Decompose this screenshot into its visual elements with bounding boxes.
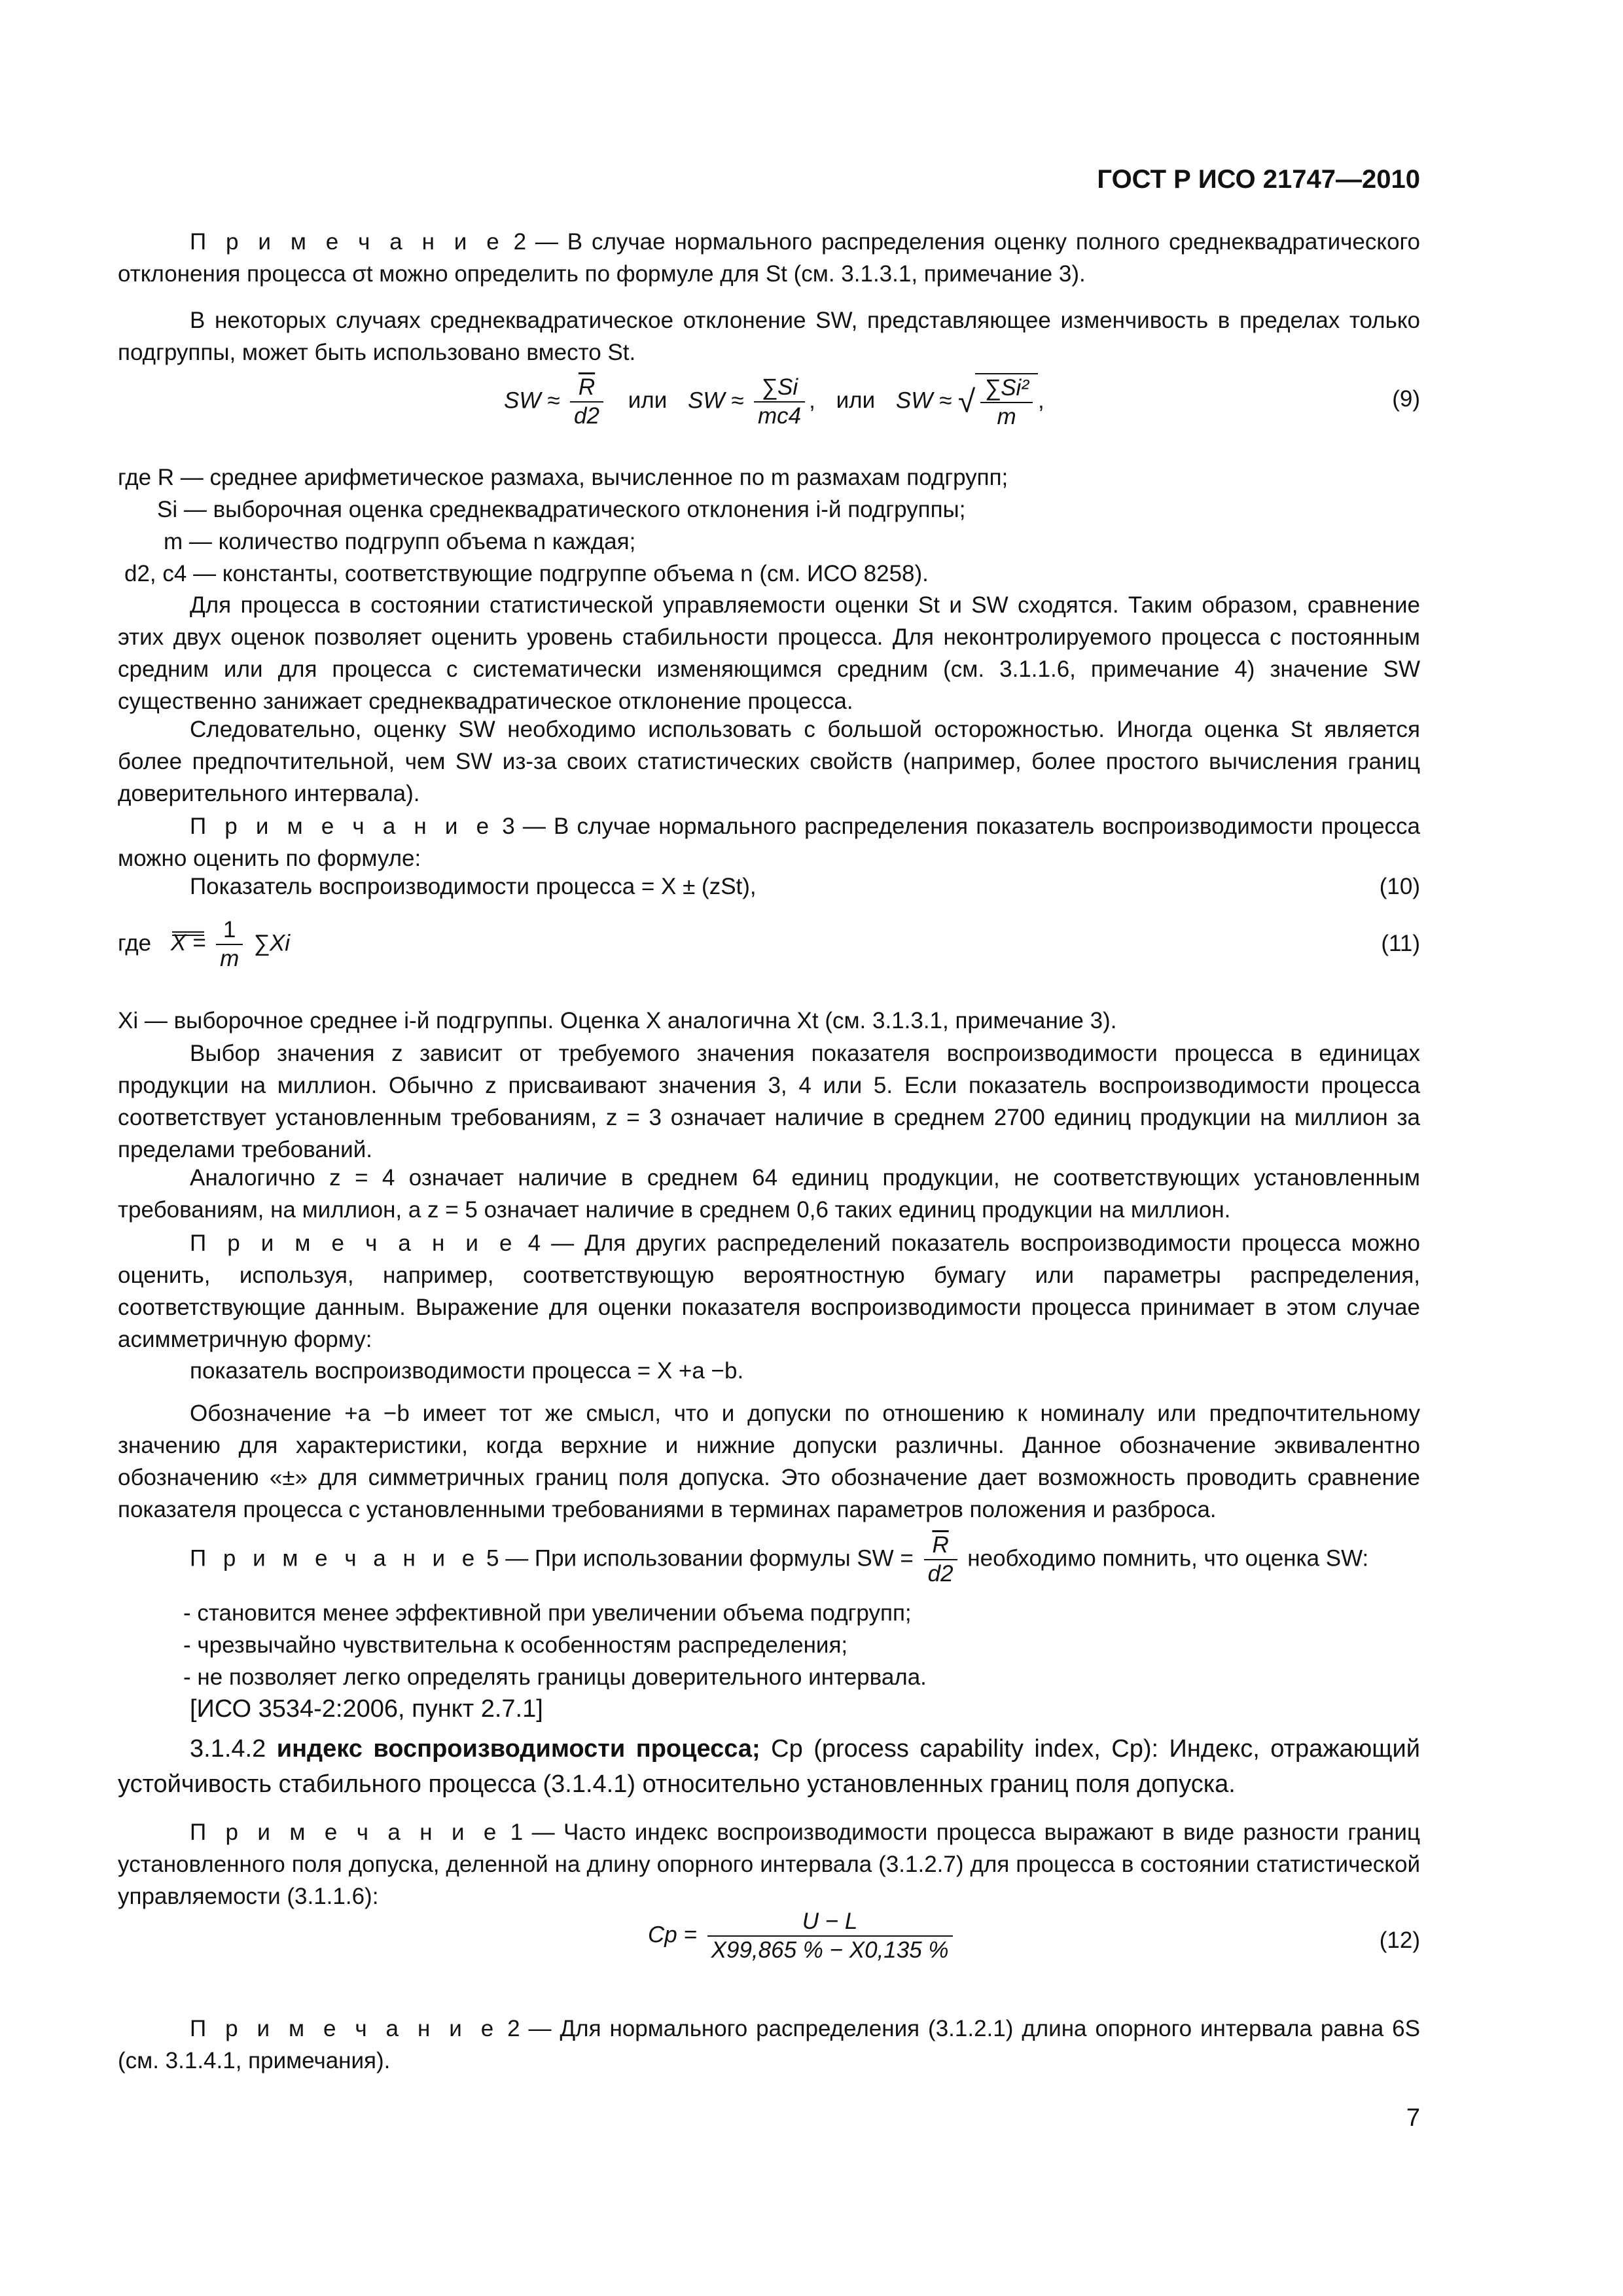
sqrt-sign: √ xyxy=(957,384,976,420)
equation-number-11: (11) xyxy=(1381,931,1420,956)
list-item: - не позволяет легко определять границы доверительного интервала. xyxy=(183,1664,927,1690)
document-code: ГОСТ Р ИСО 21747—2010 xyxy=(1097,165,1420,194)
note-4: П р и м е ч а н и е 4 — Для других распределений показатель воспроизводимости процесса можно оценить, используя, например, соответствующую вероятностную бумагу или параметры распределения, соответствующие данным. Выражение для оценки показателя воспроизводимости процесса принимает в этом случае асимметричную форму: xyxy=(118,1230,1420,1352)
fraction-si-mc4: $\frac{\sum Si}{mc4}$ xyxy=(754,374,805,430)
formula-10: Показатель воспроизводимости процесса = X ± (zSt), xyxy=(190,874,757,899)
formula-9: SW ≈ $\frac{\overline{R}}{d2}$ или SW ≈ $\frac{\sum Si}{mc4}$ , или SW ≈ √ $\frac{\text{∑Si²}}{m}$ , xyxy=(504,374,1044,429)
list-item: - становится менее эффективной при увеличении объема подгрупп; xyxy=(183,1600,912,1626)
paragraph-designation: Обозначение +a −b имеет тот же смысл, что и допуски по отношению к номиналу или предпочтительному значению для характеристики, когда верхние и нижние допуски различны. Данное обозначение эквивалентно обозначению «±» для симметричных границ поля допуска. Это обозначение дает возможность проводить сравнение показателя процесса с установленными требованиями в терминах параметров положения и разброса. xyxy=(118,1401,1420,1522)
paragraph-sw: В некоторых случаях среднеквадратическое отклонение SW, представляющее изменчивость в пределах только подгруппы, может быть использовано вместо St. xyxy=(118,308,1420,365)
definitions: где R — среднее арифметическое размаха, вычисленное по m размахам подгрупп; Si — выборочная оценка среднеквадратического отклонения i-й подгруппы; m — количество подгрупп объема n каждая; d2, c4 — константы, соответствующие подгруппе объема n (см. ИСО 8258). xyxy=(118,465,1008,586)
formula-12: Cp = $\frac{U - L}{X99,865 \% - X0,135 \%}$ xyxy=(648,1908,957,1964)
paragraph-z45: Аналогично z = 4 означает наличие в среднем 64 единиц продукции, не соответствующих установленным требованиям, на миллион, а z = 5 означает наличие в среднем 0,6 таких единиц продукции на миллион. xyxy=(118,1165,1420,1223)
sw-symbol: SW ≈ xyxy=(504,387,560,414)
note-2b: П р и м е ч а н и е 2 — Для нормального распределения (3.1.2.1) длина опорного интервала равна 6S (см. 3.1.4.1, примечания). xyxy=(118,2016,1420,2073)
equation-number-12: (12) xyxy=(1379,1928,1420,1953)
formula-11: где X = $\frac{1}{m}$ ∑Xi xyxy=(118,917,291,971)
note-1b: П р и м е ч а н и е 1 — Часто индекс воспроизводимости процесса выражают в виде разности границ установленного поля допуска, деленной на длину опорного интервала (3.1.2.7) для процесса в состоянии статистической управляемости (3.1.1.6): xyxy=(118,1820,1420,1909)
note-3: П р и м е ч а н и е 3 — В случае нормального распределения показатель воспроизводимости процесса можно оценить по формуле: xyxy=(118,814,1421,871)
paragraph-caution: Следовательно, оценку SW необходимо использовать с большой осторожностью. Иногда оценка St является более предпочтительной, чем SW из-за своих статистических свойств (например, более простого вычисления границ доверительного интервала). xyxy=(118,717,1420,806)
fraction-r-d2: $\frac{\overline{R}}{d2}$ xyxy=(570,374,603,430)
paragraph-convergence: Для процесса в состоянии статистической управляемости оценки St и SW сходятся. Таким образом, сравнение этих двух оценок позволяет оценить уровень стабильности процесса. Для неконтролируемого процесса с постоянным средним или для процесса с систематически изменяющимся средним (см. 3.1.1.6, примечание 4) значение SW существенно занижает среднеквадратическое отклонение процесса. xyxy=(118,592,1420,714)
reference: [ИСО 3534-2:2006, пункт 2.7.1] xyxy=(190,1695,543,1723)
equation-number-9: (9) xyxy=(1392,386,1420,412)
formula-asymmetric: показатель воспроизводимости процесса = X +a −b. xyxy=(190,1358,744,1384)
note-5: П р и м е ч а н и е 5 — При использовании формулы SW = $\frac{\overline{R}}{d2}$ необходимо помнить, что оценка SW: xyxy=(190,1532,1369,1587)
paragraph-xi: Xi — выборочное среднее i-й подгруппы. Оценка X аналогична Xt (см. 3.1.3.1, примечание 3). xyxy=(118,1008,1117,1033)
equation-number-10: (10) xyxy=(1379,874,1420,899)
paragraph-z: Выбор значения z зависит от требуемого значения показателя воспроизводимости процесса в единицах продукции на миллион. Обычно z присваивают значения 3, 4 или 5. Если показатель воспроизводимости процесса соответствует установленным требованиям, z = 3 означает наличие в среднем 2700 единиц продукции на миллион за пределами требований. xyxy=(118,1041,1420,1162)
list-item: - чрезвычайно чувствительна к особенностям распределения; xyxy=(183,1632,848,1658)
note-2: П р и м е ч а н и е 2 — В случае нормального распределения оценку полного среднеквадратического отклонения процесса σt можно определить по формуле для St (см. 3.1.3.1, примечание 3). xyxy=(118,229,1420,287)
page-number: 7 xyxy=(1406,2104,1420,2132)
term-definition: 3.1.4.2 индекс воспроизводимости процесса; Cp (process capability index, Cp): Индекс, отражающий устойчивость стабильного процесса (3.1.4.1) относительно установленных границ поля допуска. xyxy=(118,1735,1420,1798)
bullet-list xyxy=(183,1597,927,1693)
